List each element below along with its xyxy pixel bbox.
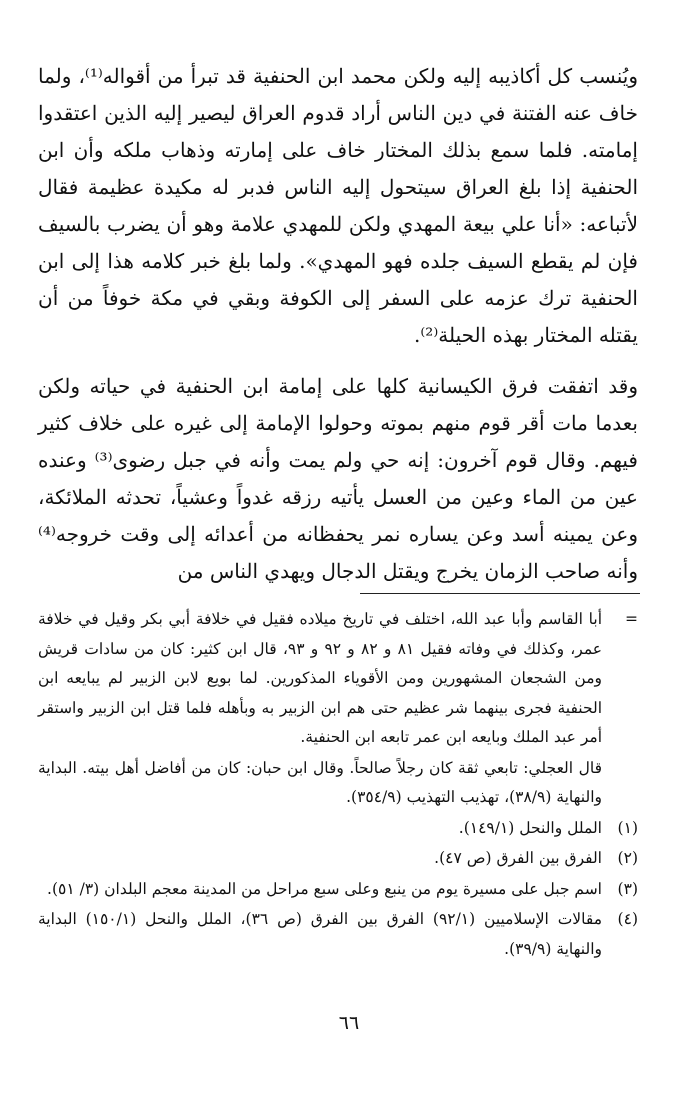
- footnote-continuation: [38, 605, 638, 753]
- footnote-text: اسم جبل على مسيرة يوم من ينبع وعلى سبع مراحل من المدينة معجم البلدان (٣/ ٥١).: [47, 879, 602, 898]
- footnote-3: [38, 875, 638, 905]
- footnote-text: الفرق بين الفرق (ص ٤٧).: [434, 849, 602, 867]
- footnote-continuation-text-1: أبا القاسم وأبا عبد الله، اختلف في تاريخ ميلاده فقيل في خلافة أبي بكر وقيل في خلافة عمر، وكذلك في وفاته فقيل ٨١ و ٨٢ و ٩٢ و ٩٣، قال ابن كثير: كان من سادات قريش ومن الشجعان المشهورين ومن الأقوياء المذكورين. لما بويع لابن الزبير لم يبايعه ابن الحنفية فجرى بينهما شر عظيم حتى هم ابن الزبير به وبأهله فلما قتل ابن الزبير واستقر أمر عبد الملك وبايعه ابن عمر تابعه ابن الحنفية.: [38, 610, 603, 746]
- page-number: ٦٦: [338, 1012, 360, 1034]
- footnote-number: (٣): [617, 879, 638, 898]
- footnote-number: (٤): [617, 910, 638, 928]
- footnote-continuation-text-2: قال العجلي: تابعي ثقة كان رجلاً صالحاً. وقال ابن حبان: كان من أفاضل أهل بيته. البداية والنهاية (٣٨/٩)، تهذيب التهذيب (٣٥٤/٩).: [38, 758, 602, 806]
- footnote-text: الملل والنحل (١٤٩/١).: [458, 818, 602, 837]
- footnote-2: [38, 844, 638, 874]
- footnote-text: مقالات الإسلاميين (٩٢/١) الفرق بين الفرق (ص ٣٦)، الملل والنحل (١٥٠/١) البداية والنهاية (٣٩/٩).: [38, 910, 602, 958]
- body-paragraph-2: وقد اتفقت فرق الكيسانية كلها على إمامة ابن الحنفية في حياته ولكن بعدما مات أقر قوم منهم بموته وحولوا الإمامة إلى غيره على خلاف كثير فيهم. وقال قوم آخرون: إنه حي ولم يمت وأنه في جبل رضوى⁽³⁾ وعنده عين من الماء وعين من العسل يأتيه رزقه غدواً وعشياً، تحدثه الملائكة، وعن يمينه أسد وعن يساره نمر يحفظانه من أعدائه إلى وقت خروجه⁽⁴⁾ وأنه صاحب الزمان يخرج ويقتل الدجال ويهدي الناس من: [38, 374, 638, 583]
- footnote-divider: [360, 593, 640, 594]
- footnote-1: [38, 814, 638, 844]
- footnotes: [38, 605, 638, 965]
- continuation-mark: =: [625, 610, 638, 628]
- main-text: [38, 58, 638, 590]
- footnote-continuation-2: [38, 754, 638, 813]
- body-paragraph-1: ويُنسب كل أكاذيبه إليه ولكن محمد ابن الحنفية قد تبرأ من أقواله⁽¹⁾، ولما خاف عنه الفتنة في دين الناس أراد قدوم العراق ليصير إليه الذين اعتقدوا إمامته. فلما سمع بذلك المختار خاف على إمارته وذهاب ملكه وأن ابن الحنفية إذا بلغ العراق سيتحول إليه الناس فدبر له مكيدة عظيمة فقال لأتباعه: «أنا علي بيعة المهدي ولكن للمهدي علامة وهو أن يضرب بالسيف فإن لم يقطع السيف جلده فهو المهدي». ولما بلغ خبر كلامه هذا إلى ابن الحنفية ترك عزمه على السفر إلى الكوفة وبقي في مكة خوفاً من أن يقتله المختار بهذه الحيلة⁽²⁾.: [38, 64, 638, 347]
- footnote-number: (١): [617, 818, 638, 837]
- footnote-number: (٢): [617, 849, 638, 867]
- footnote-4: [38, 905, 638, 964]
